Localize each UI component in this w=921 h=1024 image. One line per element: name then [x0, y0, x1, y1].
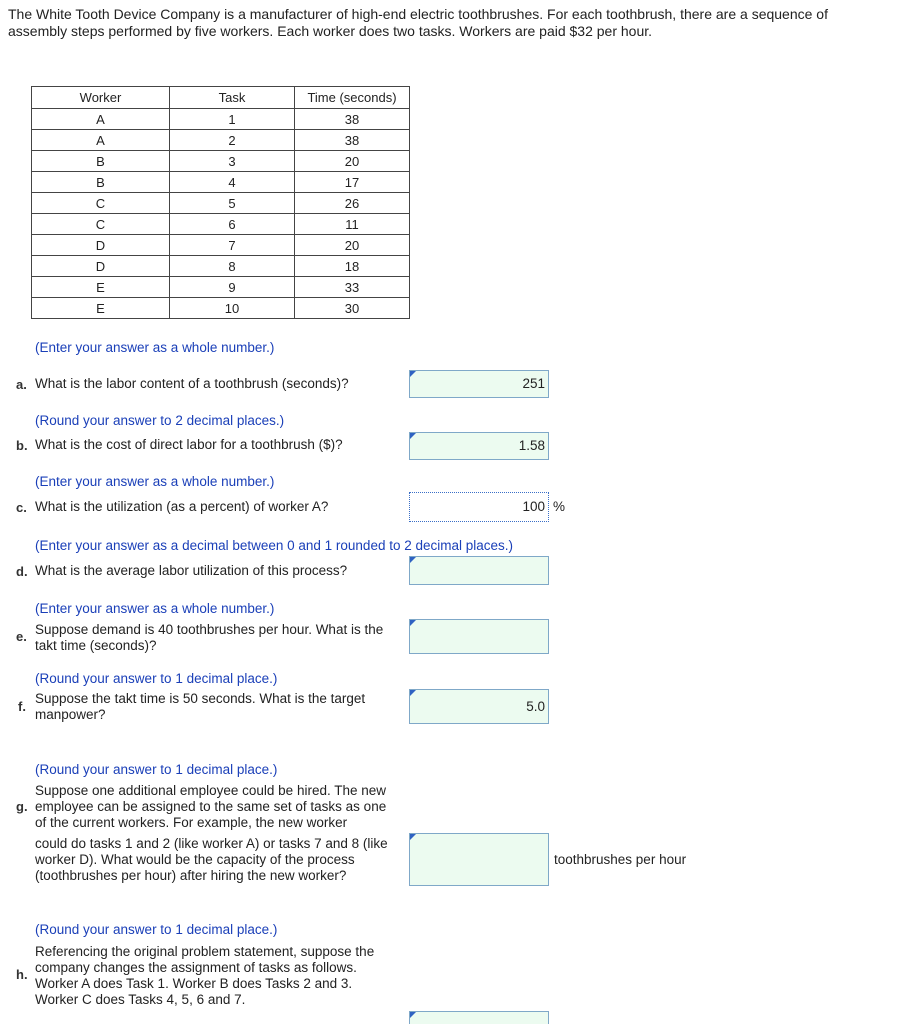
cell-task: 7: [170, 235, 295, 256]
question-h-line: Worker A does Task 1. Worker B does Tasks 2 and 3.: [35, 976, 353, 991]
cell-worker: D: [32, 256, 170, 277]
cell-task: 2: [170, 130, 295, 151]
cell-task: 3: [170, 151, 295, 172]
cell-worker: B: [32, 172, 170, 193]
cell-time: 38: [295, 109, 410, 130]
header-worker: Worker: [32, 87, 170, 109]
cell-time: 11: [295, 214, 410, 235]
question-g-text-bottom: [35, 836, 388, 884]
table-header-row: [32, 87, 410, 109]
cell-time: 30: [295, 298, 410, 319]
cell-worker: A: [32, 130, 170, 151]
table-row: [32, 298, 410, 319]
cell-time: 20: [295, 151, 410, 172]
question-a-label: a.: [16, 377, 27, 392]
cell-worker: E: [32, 277, 170, 298]
question-e-label: e.: [16, 629, 27, 644]
answer-g-input[interactable]: [409, 833, 549, 886]
cell-worker: B: [32, 151, 170, 172]
question-b-label: b.: [16, 438, 28, 453]
cell-task: 6: [170, 214, 295, 235]
question-h-line: Referencing the original problem statement, suppose the: [35, 944, 375, 959]
question-b-text: What is the cost of direct labor for a toothbrush ($)?: [35, 437, 343, 452]
question-f-text: [35, 691, 365, 723]
question-h-line: company changes the assignment of tasks as follows.: [35, 960, 357, 975]
answer-b-input[interactable]: 1.58: [409, 432, 549, 460]
table-row: [32, 109, 410, 130]
header-time: Time (seconds): [295, 87, 410, 109]
question-g-text-top: [35, 783, 386, 831]
table-row: [32, 277, 410, 298]
cell-task: 10: [170, 298, 295, 319]
question-g-line: could do tasks 1 and 2 (like worker A) or tasks 7 and 8 (like: [35, 836, 388, 851]
problem-intro: The White Tooth Device Company is a manufacturer of high-end electric toothbrushes. For each toothbrush, there are a sequence of assembly steps performed by five workers. Each worker does two tasks. Workers are paid $32 per hour.: [8, 6, 828, 39]
question-g-line: worker D). What would be the capacity of the process: [35, 852, 355, 867]
answer-h-input[interactable]: [409, 1011, 549, 1024]
cell-time: 38: [295, 130, 410, 151]
hint-d: (Enter your answer as a decimal between 0 and 1 rounded to 2 decimal places.): [35, 538, 514, 553]
answer-d-input[interactable]: [409, 556, 549, 585]
question-g-line: of the current workers. For example, the new worker: [35, 815, 348, 830]
cell-task: 4: [170, 172, 295, 193]
answer-e-input[interactable]: [409, 619, 549, 654]
cell-worker: C: [32, 214, 170, 235]
table-row: [32, 256, 410, 277]
cell-worker: D: [32, 235, 170, 256]
unit-toothbrushes-per-hour: toothbrushes per hour: [554, 852, 687, 867]
header-task: Task: [170, 87, 295, 109]
cell-worker: C: [32, 193, 170, 214]
hint-f: (Round your answer to 1 decimal place.): [35, 671, 278, 686]
cell-time: 26: [295, 193, 410, 214]
unit-percent: %: [553, 499, 566, 514]
cell-worker: E: [32, 298, 170, 319]
cell-time: 17: [295, 172, 410, 193]
question-h-label: h.: [16, 967, 28, 982]
cell-worker: A: [32, 109, 170, 130]
question-g-line: Suppose one additional employee could be hired. The new: [35, 783, 386, 798]
table-row: [32, 151, 410, 172]
cell-task: 5: [170, 193, 295, 214]
question-g-label: g.: [16, 799, 28, 814]
question-f-line: Suppose the takt time is 50 seconds. What is the target: [35, 691, 366, 706]
hint-e: (Enter your answer as a whole number.): [35, 601, 275, 616]
hint-a: (Enter your answer as a whole number.): [35, 340, 275, 355]
cell-task: 1: [170, 109, 295, 130]
answer-c-input[interactable]: 100: [409, 492, 549, 522]
table-row: [32, 172, 410, 193]
hint-c: (Enter your answer as a whole number.): [35, 474, 275, 489]
cell-time: 33: [295, 277, 410, 298]
hint-b: (Round your answer to 2 decimal places.): [35, 413, 285, 428]
question-f-line: manpower?: [35, 707, 106, 722]
question-d-text: What is the average labor utilization of this process?: [35, 563, 348, 578]
question-g-line: (toothbrushes per hour) after hiring the new worker?: [35, 868, 347, 883]
question-c-text: What is the utilization (as a percent) of worker A?: [35, 499, 329, 514]
question-h-line: Worker C does Tasks 4, 5, 6 and 7.: [35, 992, 246, 1007]
cell-time: 20: [295, 235, 410, 256]
hint-h: (Round your answer to 1 decimal place.): [35, 922, 278, 937]
question-f-label: f.: [18, 699, 26, 714]
hint-g: (Round your answer to 1 decimal place.): [35, 762, 278, 777]
question-d-label: d.: [16, 564, 28, 579]
table-row: [32, 214, 410, 235]
question-e-text: [35, 622, 383, 654]
question-e-line: takt time (seconds)?: [35, 638, 157, 653]
question-g-line: employee can be assigned to the same set of tasks as one: [35, 799, 387, 814]
question-e-line: Suppose demand is 40 toothbrushes per hour. What is the: [35, 622, 384, 637]
table-row: [32, 235, 410, 256]
question-c-label: c.: [16, 500, 27, 515]
cell-task: 8: [170, 256, 295, 277]
answer-f-input[interactable]: 5.0: [409, 689, 549, 724]
table-row: [32, 193, 410, 214]
table-row: [32, 130, 410, 151]
answer-a-input[interactable]: 251: [409, 370, 549, 398]
question-a-text: What is the labor content of a toothbrush (seconds)?: [35, 376, 349, 391]
question-h-text: [35, 944, 374, 1008]
cell-time: 18: [295, 256, 410, 277]
cell-task: 9: [170, 277, 295, 298]
task-time-table: [31, 86, 410, 319]
